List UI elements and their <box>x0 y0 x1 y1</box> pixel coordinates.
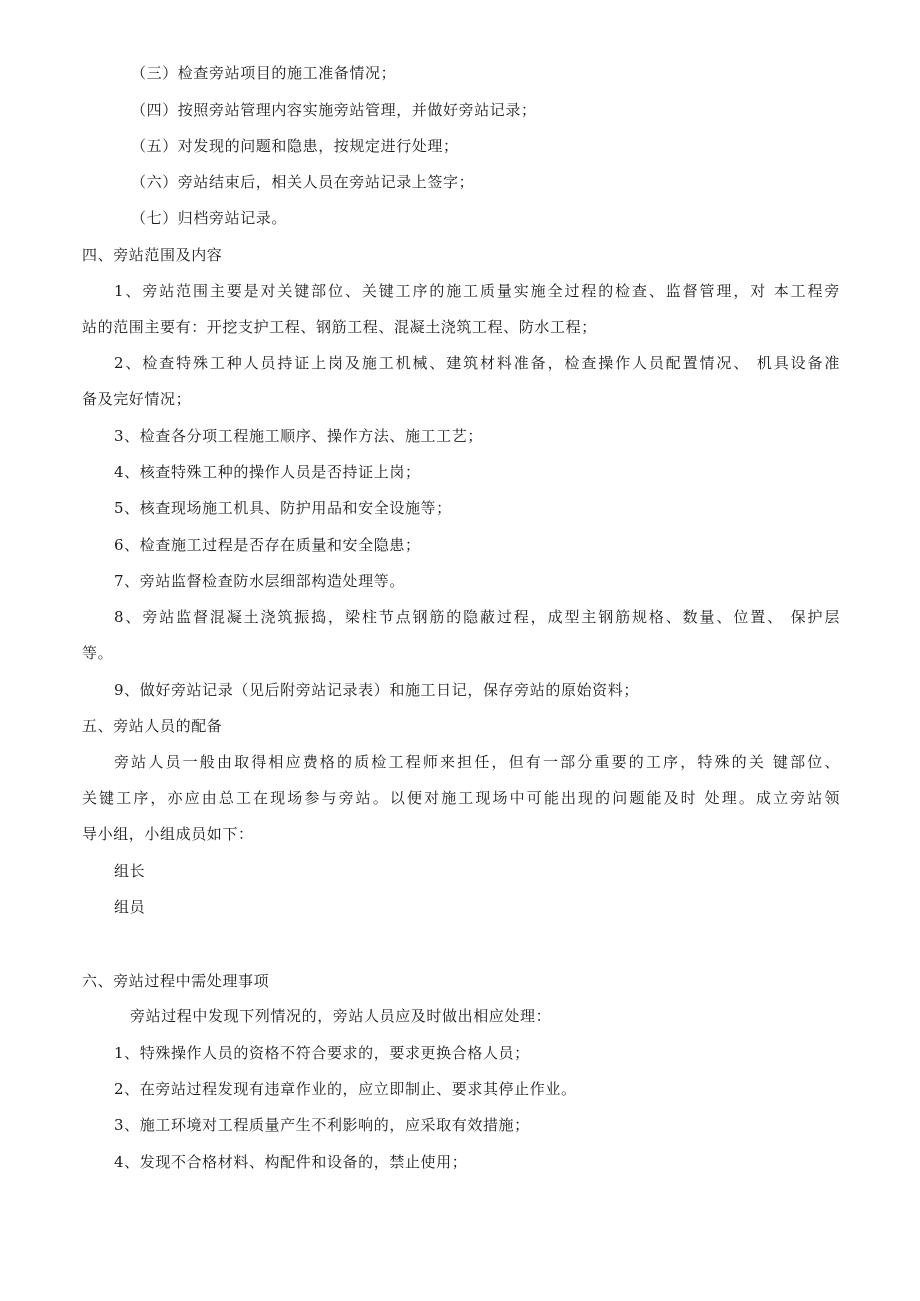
section-4-item-9: 9、做好旁站记录（见后附旁站记录表）和施工日记，保存旁站的原始资料； <box>114 681 639 699</box>
section-4-item-5: 5、核查现场施工机具、防护用品和安全设施等； <box>114 499 452 517</box>
section-4-item-1-line-1: 1、旁站范围主要是对关键部位、关键工序的施工质量实施全过程的检查、监督管理，对 本工程旁 <box>114 282 840 300</box>
section-4-item-1-line-2: 站的范围主要有：开挖支护工程、钢筋工程、混凝土浇筑工程、防水工程； <box>82 318 597 336</box>
section-4-item-4: 4、核查特殊工种的操作人员是否持证上岗； <box>114 463 421 481</box>
section-4-item-2-line-2: 备及完好情况； <box>82 390 192 408</box>
section-6-intro: 旁站过程中发现下列情况的，旁站人员应及时做出相应处理： <box>130 1007 552 1025</box>
section-5-para-line-2: 关键工序，亦应由总工在现场参与旁站。以便对施工现场中可能出现的问题能及时 处理。成立旁站领 <box>82 789 840 807</box>
section-4-item-8-line-1: 8、旁站监督混凝土浇筑振捣，梁柱节点钢筋的隐蔽过程，成型主钢筋规格、数量、位置、 保护层 <box>114 608 840 626</box>
step-3: （三）检查旁站项目的施工准备情况； <box>131 64 397 82</box>
section-4-item-7: 7、旁站监督检查防水层细部构造处理等。 <box>114 572 405 590</box>
section-4-item-3: 3、检查各分项工程施工顺序、操作方法、施工工艺； <box>114 427 483 445</box>
section-6-heading: 六、旁站过程中需处理事项 <box>82 972 270 990</box>
section-6-item-1: 1、特殊操作人员的资格不符合要求的，要求更换合格人员； <box>114 1044 530 1062</box>
section-6-item-4: 4、发现不合格材料、构配件和设备的，禁止使用； <box>114 1153 468 1171</box>
section-4-item-8-line-2: 等。 <box>82 644 114 662</box>
section-6-item-2: 2、在旁站过程发现有违章作业的，应立即制止、要求其停止作业。 <box>114 1080 577 1098</box>
section-5-heading: 五、旁站人员的配备 <box>82 717 223 735</box>
step-7: （七）归档旁站记录。 <box>131 209 288 227</box>
section-5-para-line-3: 导小组，小组成员如下： <box>82 825 254 843</box>
group-leader-label: 组长 <box>114 862 146 880</box>
section-4-item-2-line-1: 2、检查特殊工种人员持证上岗及施工机械、建筑材料准备，检查操作人员配置情况、 机具设备准 <box>114 354 840 372</box>
section-5-para-line-1: 旁站人员一般由取得相应费格的质检工程师来担任，但有一部分重要的工序，特殊的关 键部位、 <box>114 753 840 771</box>
section-4-heading: 四、旁站范围及内容 <box>82 246 223 264</box>
step-4: （四）按照旁站管理内容实施旁站管理，并做好旁站记录； <box>131 101 537 119</box>
section-6-item-3: 3、施工环境对工程质量产生不利影响的，应采取有效措施； <box>114 1116 530 1134</box>
step-6: （六）旁站结束后，相关人员在旁站记录上签字； <box>131 173 475 191</box>
section-4-item-6: 6、检查施工过程是否存在质量和安全隐患； <box>114 536 421 554</box>
step-5: （五）对发现的问题和隐患，按规定进行处理； <box>131 137 459 155</box>
group-member-label: 组员 <box>114 898 146 916</box>
